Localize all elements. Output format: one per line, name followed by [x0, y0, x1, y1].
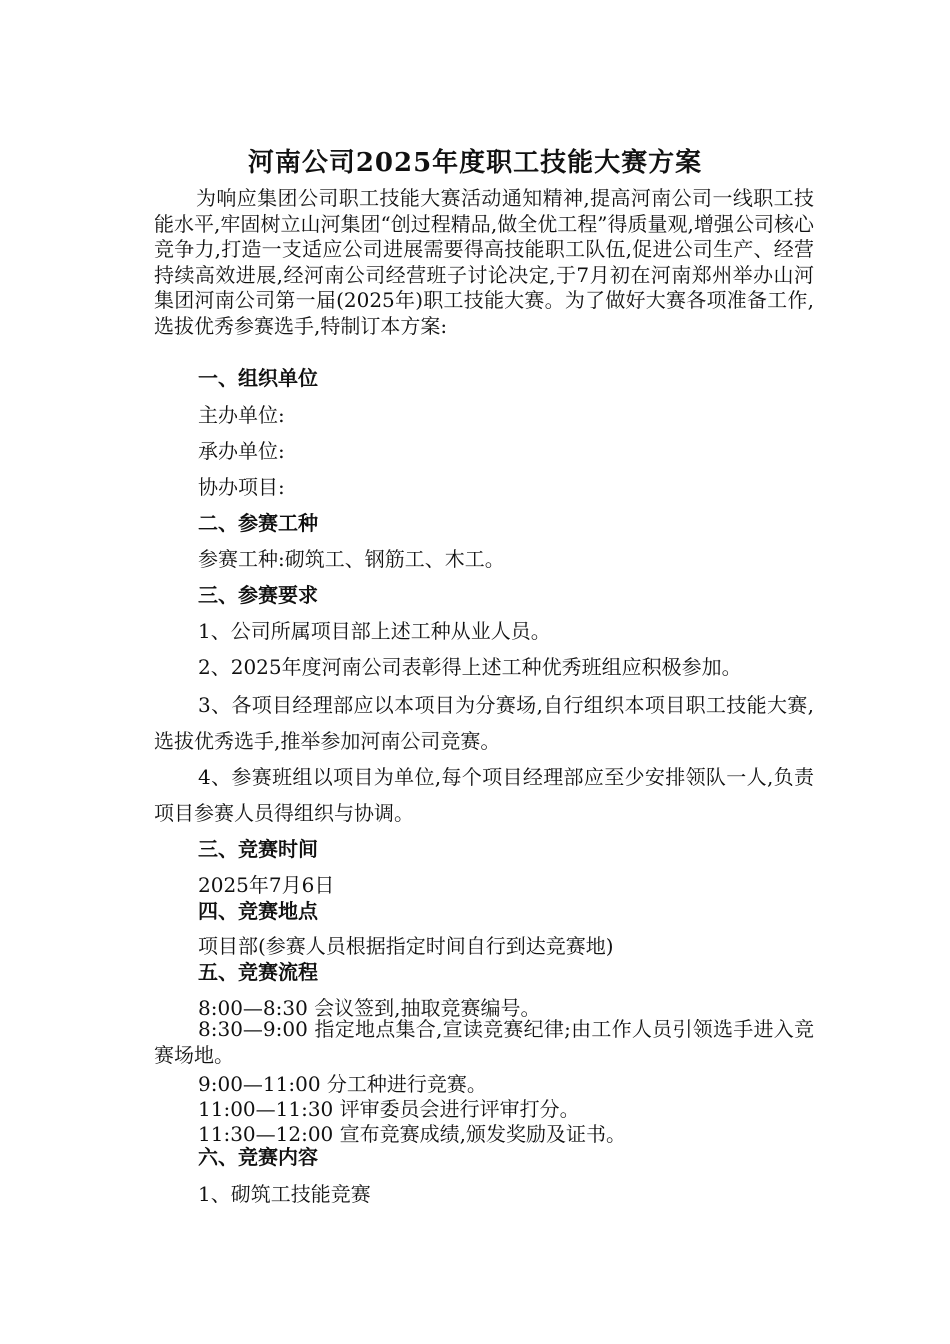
process-step-1: 8:00—8:30 会议签到,抽取竞赛编号。 — [198, 996, 541, 1020]
trades-text: 参赛工种:砌筑工、钢筋工、木工。 — [198, 547, 505, 571]
requirement-item-1: 1、公司所属项目部上述工种从业人员。 — [198, 619, 551, 643]
section-heading-location: 四、竞赛地点 — [198, 899, 318, 923]
competition-date: 2025年7月6日 — [198, 873, 335, 897]
process-step-4: 11:00—11:30 评审委员会进行评审打分。 — [198, 1097, 580, 1121]
section-heading-trades: 二、参赛工种 — [198, 511, 318, 535]
document-title: 河南公司2025年度职工技能大赛方案 — [247, 148, 703, 178]
section-heading-process: 五、竞赛流程 — [198, 960, 318, 984]
process-step-2: 8:30—9:00 指定地点集合,宣读竞赛纪律;由工作人员引领选手进入竞赛场地。 — [154, 1017, 814, 1067]
competition-location: 项目部(参赛人员根据指定时间自行到达竞赛地) — [198, 934, 614, 958]
requirement-item-3: 3、各项目经理部应以本项目为分赛场,自行组织本项目职工技能大赛,选拔优秀选手,推举参加河南公司竞赛。 — [154, 693, 814, 753]
requirement-item-4: 4、参赛班组以项目为单位,每个项目经理部应至少安排领队一人,负责项目参赛人员得组织与协调。 — [154, 765, 814, 825]
process-step-3: 9:00—11:00 分工种进行竞赛。 — [198, 1072, 487, 1096]
section-heading-requirements: 三、参赛要求 — [198, 583, 318, 607]
host-unit: 主办单位: — [198, 403, 285, 427]
content-item-1: 1、砌筑工技能竞赛 — [198, 1182, 371, 1206]
intro-paragraph: 为响应集团公司职工技能大赛活动通知精神,提高河南公司一线职工技能水平,牢固树立山河集团“创过程精品,做全优工程”得质量观,增强公司核心竞争力,打造一支适应公司进展需要得高技能职工队伍,促进公司生产、经营持续高效进展,经河南公司经营班子讨论决定,于7月初在河南郑州举办山河集团河南公司第一届(2025年)职工技能大赛。为了做好大赛各项准备工作,选拔优秀参赛选手,特制订本方案: — [154, 186, 814, 338]
organizer-unit: 承办单位: — [198, 439, 285, 463]
co-organizer-project: 协办项目: — [198, 475, 285, 499]
section-heading-organization: 一、组织单位 — [198, 366, 318, 390]
section-heading-time: 三、竞赛时间 — [198, 837, 318, 861]
section-heading-content: 六、竞赛内容 — [198, 1145, 318, 1169]
requirement-item-2: 2、2025年度河南公司表彰得上述工种优秀班组应积极参加。 — [198, 655, 742, 679]
process-step-5: 11:30—12:00 宣布竞赛成绩,颁发奖励及证书。 — [198, 1122, 626, 1146]
